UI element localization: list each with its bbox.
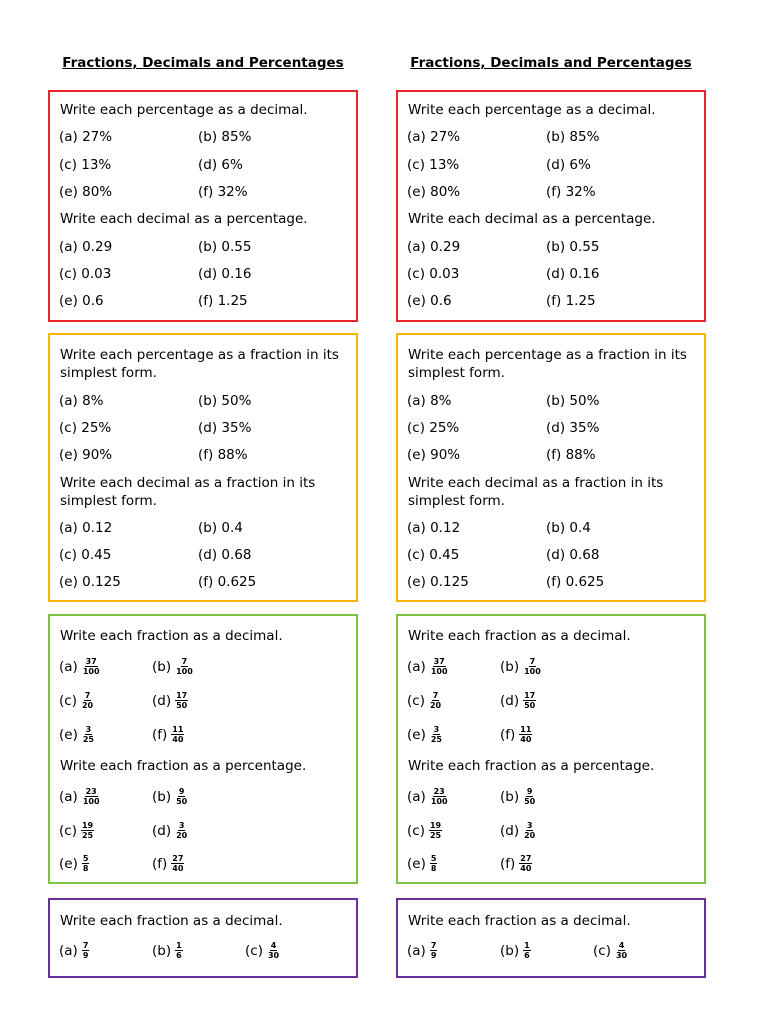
numerator: 11 [172, 725, 184, 734]
fraction-item [407, 854, 437, 873]
numerator: 7 [529, 657, 536, 666]
numerator: 37 [433, 657, 445, 666]
fraction-item [152, 691, 188, 710]
fraction [430, 854, 438, 873]
fraction [175, 691, 188, 710]
fraction-item [59, 787, 101, 806]
item-label: (a) [407, 788, 426, 805]
fraction [519, 725, 532, 744]
question-item: (f) 88% [546, 447, 596, 463]
item-label: (f) [500, 726, 516, 743]
fraction-item [500, 691, 536, 710]
fraction [430, 657, 449, 676]
item-label: (d) [500, 692, 520, 709]
fraction-item [59, 854, 89, 873]
numerator: 9 [526, 787, 533, 796]
question-item: (f) 1.25 [198, 293, 248, 309]
item-label: (d) [152, 692, 172, 709]
fraction-item [407, 657, 449, 676]
denominator: 100 [176, 667, 193, 676]
question-item: (a) 0.29 [407, 239, 461, 255]
question-item: (c) 13% [59, 157, 112, 173]
fraction-item [500, 941, 531, 960]
denominator: 25 [81, 831, 94, 840]
question-item: (e) 90% [407, 447, 461, 463]
fraction-item [500, 854, 532, 873]
denominator: 30 [267, 951, 280, 960]
denominator: 40 [520, 864, 532, 873]
question-item: (e) 80% [407, 184, 461, 200]
numerator: 11 [520, 725, 532, 734]
numerator: 3 [85, 725, 92, 734]
question-item: (e) 80% [59, 184, 113, 200]
question-heading: Write each decimal as a fraction in its simplest form. [408, 475, 664, 509]
numerator: 9 [178, 787, 185, 796]
item-label: (b) [152, 942, 172, 959]
fraction [429, 821, 442, 840]
fraction [82, 787, 101, 806]
question-item: (b) 85% [546, 129, 600, 145]
fraction [615, 941, 628, 960]
numerator: 3 [178, 821, 185, 830]
question-item: (d) 0.16 [546, 266, 600, 282]
denominator: 20 [524, 831, 536, 840]
denominator: 50 [176, 701, 188, 710]
item-label: (c) [593, 942, 611, 959]
question-item: (d) 0.68 [546, 547, 600, 563]
question-item: (d) 6% [198, 157, 243, 173]
denominator: 100 [430, 797, 448, 806]
fraction [171, 854, 184, 873]
question-item: (e) 90% [59, 447, 113, 463]
question-heading: Write each fraction as a percentage. [408, 758, 655, 774]
fraction [81, 821, 94, 840]
question-heading: Write each fraction as a decimal. [408, 628, 631, 644]
recurring-decimal-box [48, 898, 358, 978]
item-label: (b) [500, 942, 520, 959]
question-item: (e) 0.6 [407, 293, 452, 309]
fraction [523, 691, 536, 710]
denominator: 40 [172, 735, 184, 744]
denominator: 30 [615, 951, 628, 960]
question-heading: Write each fraction as a percentage. [60, 758, 307, 774]
numerator: 1 [524, 941, 530, 950]
fraction-item [152, 941, 183, 960]
question-item: (f) 0.625 [198, 574, 257, 590]
fraction-item [245, 941, 280, 960]
item-label: (b) [152, 788, 172, 805]
numerator: 17 [176, 691, 188, 700]
question-item: (c) 13% [407, 157, 460, 173]
numerator: 5 [82, 854, 89, 863]
question-item: (a) 0.12 [407, 520, 461, 536]
question-item: (a) 8% [407, 393, 452, 409]
denominator: 20 [81, 701, 94, 710]
fraction [523, 787, 536, 806]
denominator: 50 [524, 797, 536, 806]
fraction-item [152, 725, 184, 744]
question-item: (b) 85% [198, 129, 252, 145]
fraction [82, 854, 90, 873]
question-item: (b) 50% [198, 393, 252, 409]
item-label: (b) [500, 788, 520, 805]
numerator: 3 [526, 821, 533, 830]
percent-decimal-box [396, 90, 706, 322]
fraction [81, 691, 94, 710]
fraction [82, 941, 90, 960]
numerator: 23 [85, 787, 97, 796]
denominator: 8 [430, 864, 437, 873]
question-item: (c) 0.45 [407, 547, 460, 563]
question-item: (c) 0.03 [59, 266, 112, 282]
question-item: (b) 0.55 [198, 239, 252, 255]
percent-decimal-box [48, 90, 358, 322]
question-item: (b) 0.4 [546, 520, 591, 536]
denominator: 40 [520, 735, 532, 744]
fraction [175, 787, 188, 806]
item-label: (a) [407, 942, 426, 959]
item-label: (e) [59, 726, 78, 743]
denominator: 9 [82, 951, 89, 960]
question-item: (f) 32% [198, 184, 248, 200]
fraction [82, 725, 95, 744]
denominator: 100 [82, 667, 100, 676]
item-label: (c) [245, 942, 263, 959]
question-item: (d) 6% [546, 157, 591, 173]
question-heading: Write each decimal as a percentage. [408, 211, 656, 227]
fraction-item [152, 821, 188, 840]
item-label: (e) [407, 855, 426, 872]
percent-fraction-box [396, 333, 706, 602]
item-label: (c) [59, 692, 77, 709]
item-label: (a) [59, 942, 78, 959]
item-label: (b) [500, 658, 520, 675]
fraction-item [407, 725, 443, 744]
denominator: 25 [429, 831, 442, 840]
fraction [430, 941, 438, 960]
percent-fraction-box [48, 333, 358, 602]
item-label: (e) [59, 855, 78, 872]
question-item: (b) 50% [546, 393, 600, 409]
fraction [430, 787, 449, 806]
fraction-item [407, 787, 449, 806]
question-heading: Write each fraction as a decimal. [60, 628, 283, 644]
question-item: (b) 0.4 [198, 520, 243, 536]
numerator: 4 [270, 941, 277, 950]
question-item: (f) 1.25 [546, 293, 596, 309]
fraction [82, 657, 101, 676]
denominator: 25 [430, 735, 442, 744]
question-item: (e) 0.6 [59, 293, 104, 309]
numerator: 23 [433, 787, 445, 796]
numerator: 7 [82, 941, 89, 950]
numerator: 7 [432, 691, 439, 700]
recurring-decimal-box [396, 898, 706, 978]
fraction-conversion-box [396, 614, 706, 884]
worksheet-title: Fractions, Decimals and Percentages [62, 55, 344, 71]
item-label: (c) [407, 692, 425, 709]
numerator: 5 [430, 854, 437, 863]
question-item: (a) 0.29 [59, 239, 113, 255]
item-label: (b) [152, 658, 172, 675]
question-heading: Write each percentage as a fraction in its simplest form. [408, 347, 687, 381]
numerator: 27 [172, 854, 184, 863]
item-label: (c) [407, 822, 425, 839]
denominator: 20 [176, 831, 188, 840]
question-heading: Write each decimal as a percentage. [60, 211, 308, 227]
question-item: (d) 0.68 [198, 547, 252, 563]
denominator: 100 [430, 667, 448, 676]
question-item: (f) 0.625 [546, 574, 605, 590]
item-label: (f) [152, 726, 168, 743]
denominator: 6 [176, 951, 182, 960]
denominator: 50 [176, 797, 188, 806]
fraction [429, 691, 442, 710]
denominator: 100 [524, 667, 541, 676]
question-item: (a) 27% [59, 129, 113, 145]
fraction-item [59, 725, 95, 744]
question-item: (d) 0.16 [198, 266, 252, 282]
fraction-item [593, 941, 628, 960]
fraction-conversion-box [48, 614, 358, 884]
fraction [267, 941, 280, 960]
numerator: 19 [429, 821, 442, 830]
fraction [523, 941, 531, 960]
question-item: (c) 25% [407, 420, 460, 436]
item-label: (c) [59, 822, 77, 839]
worksheet-title: Fractions, Decimals and Percentages [410, 55, 692, 71]
numerator: 3 [433, 725, 440, 734]
item-label: (f) [152, 855, 168, 872]
fraction [175, 821, 188, 840]
question-item: (a) 27% [407, 129, 461, 145]
question-item: (a) 8% [59, 393, 104, 409]
denominator: 9 [430, 951, 437, 960]
question-heading: Write each percentage as a decimal. [60, 102, 308, 118]
fraction-item [407, 691, 442, 710]
question-item: (d) 35% [546, 420, 600, 436]
question-heading: Write each fraction as a decimal. [60, 913, 283, 929]
fraction [523, 657, 542, 676]
denominator: 50 [524, 701, 536, 710]
fraction-item [59, 821, 94, 840]
numerator: 19 [81, 821, 94, 830]
question-heading: Write each fraction as a decimal. [408, 913, 631, 929]
fraction-item [407, 941, 437, 960]
fraction-item [59, 691, 94, 710]
fraction-item [500, 821, 536, 840]
denominator: 8 [82, 864, 89, 873]
item-label: (a) [59, 788, 78, 805]
fraction [523, 821, 536, 840]
numerator: 1 [176, 941, 182, 950]
fraction [430, 725, 443, 744]
question-item: (e) 0.125 [407, 574, 469, 590]
item-label: (e) [407, 726, 426, 743]
question-item: (f) 32% [546, 184, 596, 200]
denominator: 25 [82, 735, 94, 744]
question-heading: Write each percentage as a fraction in its simplest form. [60, 347, 339, 381]
item-label: (d) [500, 822, 520, 839]
numerator: 37 [85, 657, 97, 666]
question-item: (b) 0.55 [546, 239, 600, 255]
question-heading: Write each decimal as a fraction in its simplest form. [60, 475, 316, 509]
fraction-item [500, 725, 532, 744]
question-item: (c) 0.03 [407, 266, 460, 282]
item-label: (d) [152, 822, 172, 839]
item-label: (f) [500, 855, 516, 872]
fraction-item [152, 657, 194, 676]
fraction-item [152, 854, 184, 873]
question-item: (f) 88% [198, 447, 248, 463]
fraction [175, 657, 194, 676]
denominator: 20 [429, 701, 442, 710]
numerator: 4 [618, 941, 625, 950]
denominator: 6 [524, 951, 530, 960]
question-item: (d) 35% [198, 420, 252, 436]
fraction [171, 725, 184, 744]
fraction [175, 941, 183, 960]
item-label: (a) [407, 658, 426, 675]
question-heading: Write each percentage as a decimal. [408, 102, 656, 118]
question-item: (e) 0.125 [59, 574, 121, 590]
numerator: 7 [84, 691, 91, 700]
fraction [519, 854, 532, 873]
fraction-item [500, 787, 536, 806]
question-item: (c) 0.45 [59, 547, 112, 563]
numerator: 17 [524, 691, 536, 700]
fraction-item [407, 821, 442, 840]
item-label: (a) [59, 658, 78, 675]
fraction-item [59, 657, 101, 676]
question-item: (a) 0.12 [59, 520, 113, 536]
numerator: 7 [430, 941, 437, 950]
fraction-item [500, 657, 542, 676]
denominator: 100 [82, 797, 100, 806]
fraction-item [59, 941, 89, 960]
question-item: (c) 25% [59, 420, 112, 436]
fraction-item [152, 787, 188, 806]
denominator: 40 [172, 864, 184, 873]
numerator: 27 [520, 854, 532, 863]
numerator: 7 [181, 657, 188, 666]
